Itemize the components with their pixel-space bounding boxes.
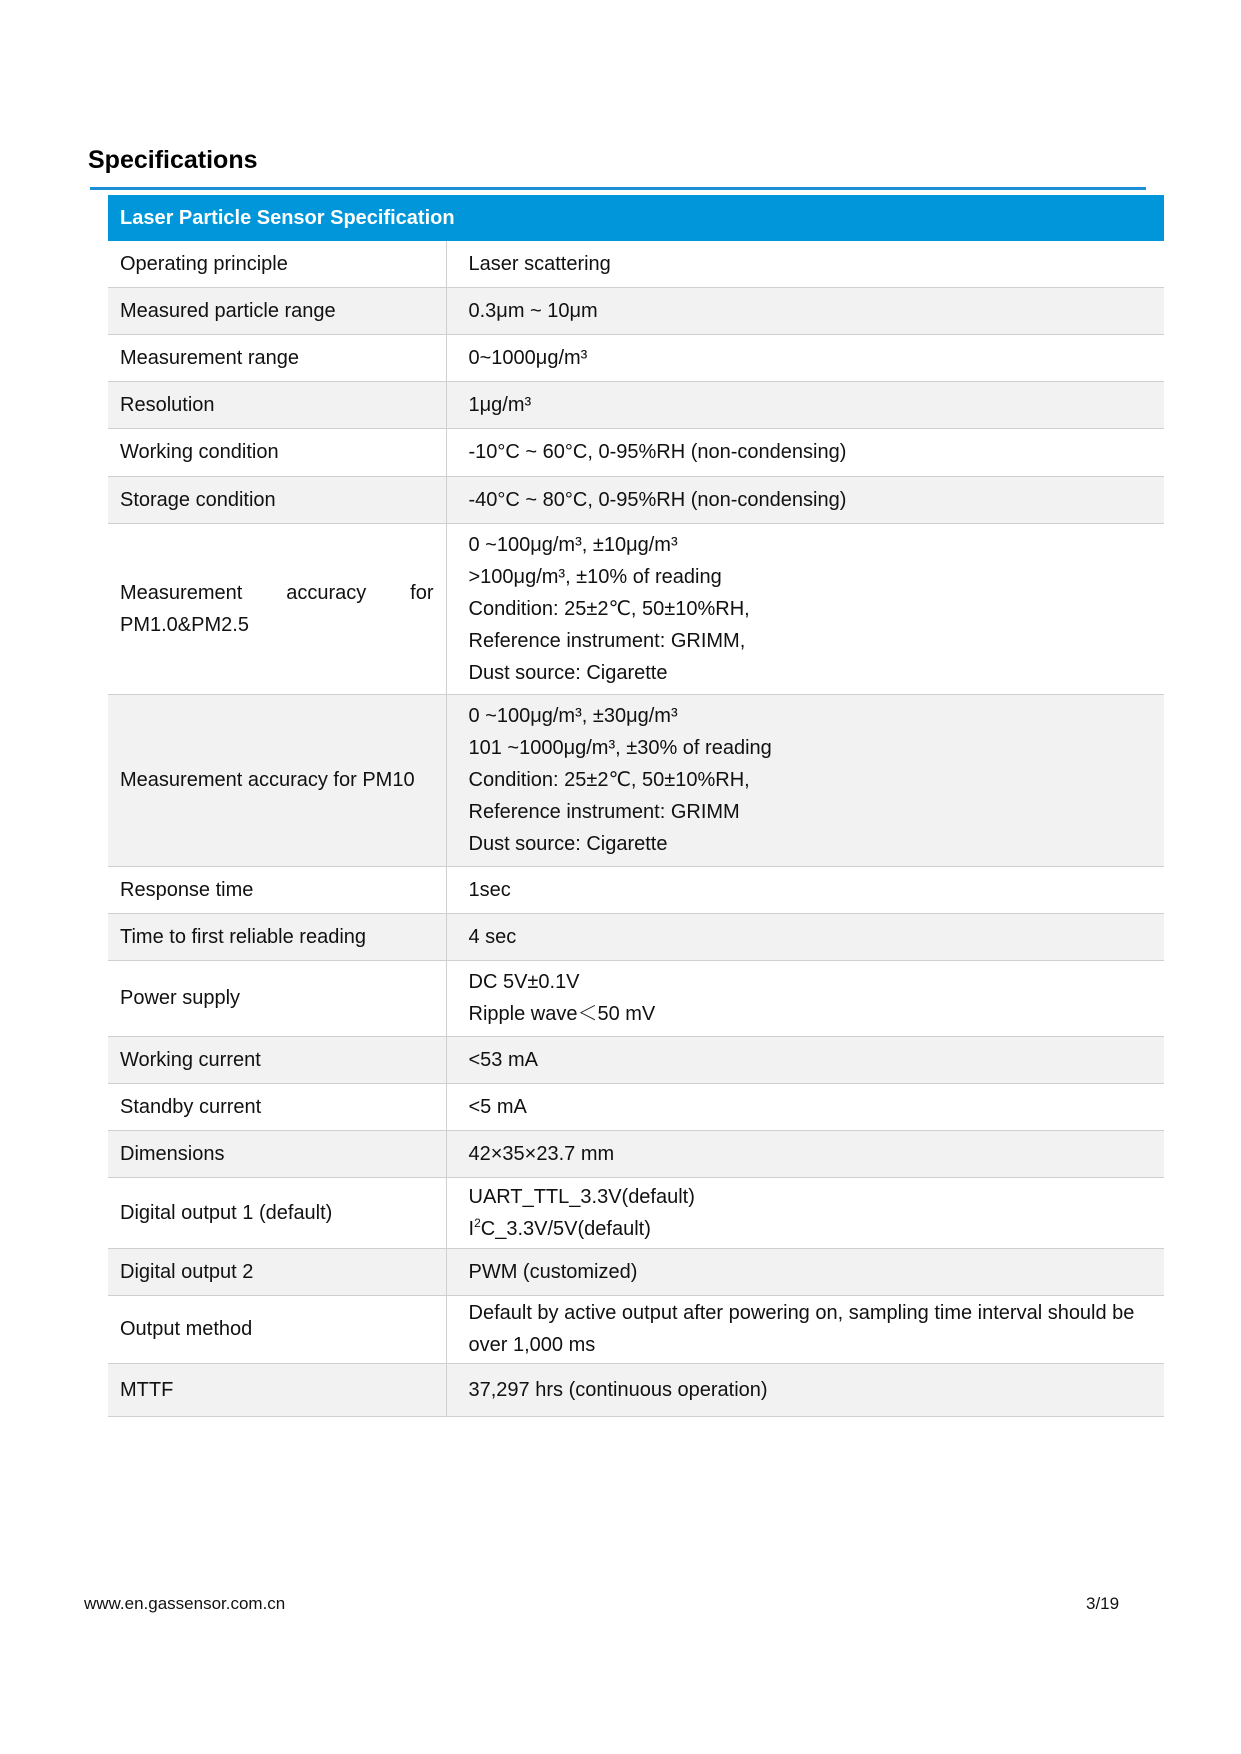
row-label: Operating principle bbox=[108, 241, 446, 287]
footer-website: www.en.gassensor.com.cn bbox=[84, 1594, 286, 1613]
row-value: <53 mA bbox=[446, 1036, 1164, 1083]
row-value: Laser scattering bbox=[446, 241, 1164, 287]
row-value: 0.3μm ~ 10μm bbox=[446, 287, 1164, 334]
table-row bbox=[108, 523, 1164, 694]
row-value bbox=[446, 694, 1164, 866]
row-label: Measurement accuracy for PM10 bbox=[108, 694, 446, 866]
row-label-line: Measurement accuracy for bbox=[120, 581, 434, 604]
row-value: 37,297 hrs (continuous operation) bbox=[446, 1363, 1164, 1416]
row-label: Working current bbox=[108, 1036, 446, 1083]
row-label: Working condition bbox=[108, 428, 446, 476]
row-value: 4 sec bbox=[446, 913, 1164, 960]
value-line bbox=[469, 1213, 1159, 1245]
table-header: Laser Particle Sensor Specification bbox=[108, 195, 1164, 241]
row-label: Resolution bbox=[108, 381, 446, 428]
row-value: Default by active output after powering on, sampling time interval should be over 1,000 ms bbox=[446, 1295, 1164, 1363]
row-label: Dimensions bbox=[108, 1130, 446, 1177]
table-row bbox=[108, 1130, 1164, 1177]
title-underline bbox=[90, 187, 1146, 190]
i2c-rest: C_3.3V/5V(default) bbox=[480, 1217, 651, 1240]
row-label bbox=[108, 523, 446, 694]
value-line: 0 ~100μg/m³, ±10μg/m³ bbox=[468, 533, 678, 556]
row-label: Storage condition bbox=[108, 476, 446, 523]
table-row bbox=[108, 1083, 1164, 1130]
row-value: 1sec bbox=[446, 866, 1164, 913]
row-label: MTTF bbox=[108, 1363, 446, 1416]
value-line: 101 ~1000μg/m³, ±30% of reading bbox=[468, 737, 772, 759]
value-line: Dust source: Cigarette bbox=[468, 661, 668, 684]
row-value bbox=[446, 1177, 1164, 1248]
table-row bbox=[108, 1177, 1164, 1248]
row-label: Digital output 2 bbox=[108, 1248, 446, 1295]
value-line: Reference instrument: GRIMM bbox=[468, 801, 740, 823]
table-row bbox=[108, 960, 1164, 1036]
row-value: 0~1000μg/m³ bbox=[446, 334, 1164, 381]
value-line: >100μg/m³, ±10% of reading bbox=[468, 565, 722, 588]
row-label: Digital output 1 (default) bbox=[108, 1177, 446, 1248]
value-line: Dust source: Cigarette bbox=[468, 833, 668, 855]
row-value: -10°C ~ 60°C, 0-95%RH (non-condensing) bbox=[446, 428, 1164, 476]
row-value: -40°C ~ 80°C, 0-95%RH (non-condensing) bbox=[446, 476, 1164, 523]
table-row bbox=[108, 381, 1164, 428]
table-row bbox=[108, 866, 1164, 913]
value-line: Condition: 25±2℃, 50±10%RH, bbox=[468, 597, 750, 620]
value-line: UART_TTL_3.3V(default) bbox=[468, 1185, 695, 1208]
row-value: 1μg/m³ bbox=[446, 381, 1164, 428]
table-row bbox=[108, 1363, 1164, 1416]
value-line: 0 ~100μg/m³, ±30μg/m³ bbox=[468, 705, 678, 727]
i2c-superscript: 2 bbox=[474, 1215, 481, 1230]
row-label-line: PM1.0&PM2.5 bbox=[120, 613, 249, 636]
value-line: Reference instrument: GRIMM, bbox=[468, 629, 746, 652]
row-value: <5 mA bbox=[446, 1083, 1164, 1130]
spec-table bbox=[108, 195, 1164, 1417]
row-label: Time to first reliable reading bbox=[108, 913, 446, 960]
row-value bbox=[446, 960, 1164, 1036]
row-label: Response time bbox=[108, 866, 446, 913]
table-row bbox=[108, 334, 1164, 381]
row-label: Measurement range bbox=[108, 334, 446, 381]
table-row bbox=[108, 1295, 1164, 1363]
value-line: DC 5V±0.1V bbox=[468, 971, 580, 993]
value-line: Ripple wave＜50 mV bbox=[468, 1003, 656, 1025]
table-row bbox=[108, 428, 1164, 476]
row-value: 42×35×23.7 mm bbox=[446, 1130, 1164, 1177]
page-title: Specifications bbox=[88, 146, 258, 174]
table-header-row bbox=[108, 195, 1164, 241]
table-row bbox=[108, 1248, 1164, 1295]
row-value bbox=[446, 523, 1164, 694]
row-value: PWM (customized) bbox=[446, 1248, 1164, 1295]
row-label: Power supply bbox=[108, 960, 446, 1036]
row-label: Output method bbox=[108, 1295, 446, 1363]
i2c-prefix: I bbox=[468, 1217, 475, 1240]
value-line: Condition: 25±2℃, 50±10%RH, bbox=[468, 769, 750, 791]
row-label: Standby current bbox=[108, 1083, 446, 1130]
table-row bbox=[108, 241, 1164, 287]
table-row bbox=[108, 287, 1164, 334]
page-number: 3/19 bbox=[1086, 1594, 1120, 1613]
row-label: Measured particle range bbox=[108, 287, 446, 334]
table-row bbox=[108, 694, 1164, 866]
table-row bbox=[108, 913, 1164, 960]
table-row bbox=[108, 1036, 1164, 1083]
table-row bbox=[108, 476, 1164, 523]
